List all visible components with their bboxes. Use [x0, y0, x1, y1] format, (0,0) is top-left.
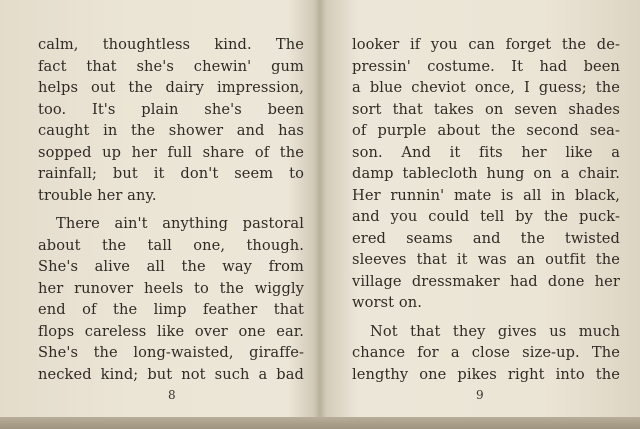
right-page-text — [352, 34, 620, 385]
text-line: about the tall one, though. — [38, 236, 304, 254]
text-line: She's the long-waisted, giraffe- — [38, 344, 304, 361]
text-line: flops careless like over one ear. — [38, 322, 304, 340]
text-line: and you could tell by the puck- — [352, 208, 620, 225]
page-number-left: 8 — [168, 388, 176, 402]
text-line: chance for a close size-up. The — [352, 344, 620, 361]
paragraph-gap — [352, 314, 620, 321]
text-line: sleeves that it was an outfit the — [352, 251, 620, 268]
text-line: village dressmaker had done her — [352, 272, 620, 290]
text-line: son. And it fits her like a — [352, 143, 620, 161]
text-line: her runover heels to the wiggly — [38, 279, 304, 297]
text-line: fact that she's chewin' gum — [38, 57, 304, 75]
text-line: calm, thoughtless kind. The — [38, 36, 304, 53]
text-line: worst on. — [352, 294, 422, 311]
text-line: a blue cheviot once, I guess; the — [352, 79, 620, 96]
text-line: end of the limp feather that — [38, 301, 304, 318]
book-edge — [0, 417, 640, 429]
text-line: Her runnin' mate is all in black, — [352, 186, 620, 204]
text-line: damp tablecloth hung on a chair. — [352, 165, 620, 182]
text-line: of purple about the second sea- — [352, 122, 620, 139]
text-line: caught in the shower and has — [38, 122, 304, 139]
text-line: too. It's plain she's been — [38, 100, 304, 118]
text-line: Not that they gives us much — [370, 322, 620, 340]
text-line: necked kind; but not such a bad — [38, 365, 304, 383]
text-line: helps out the dairy impression, — [38, 79, 304, 96]
paragraph-gap — [38, 206, 304, 213]
text-line: sopped up her full share of the — [38, 143, 304, 161]
text-line: pressin' costume. It had been — [352, 57, 620, 75]
text-line: There ain't anything pastoral — [56, 215, 304, 232]
text-line: looker if you can forget the de- — [352, 36, 620, 53]
text-line: sort that takes on seven shades — [352, 100, 620, 118]
text-line: lengthy one pikes right into the — [352, 365, 620, 383]
text-line: ered seams and the twisted — [352, 229, 620, 247]
page-number-right: 9 — [476, 388, 484, 402]
text-line: trouble her any. — [38, 186, 157, 204]
text-line: She's alive all the way from — [38, 258, 304, 275]
text-line: rainfall; but it don't seem to — [38, 165, 304, 182]
left-page-text — [38, 34, 304, 385]
